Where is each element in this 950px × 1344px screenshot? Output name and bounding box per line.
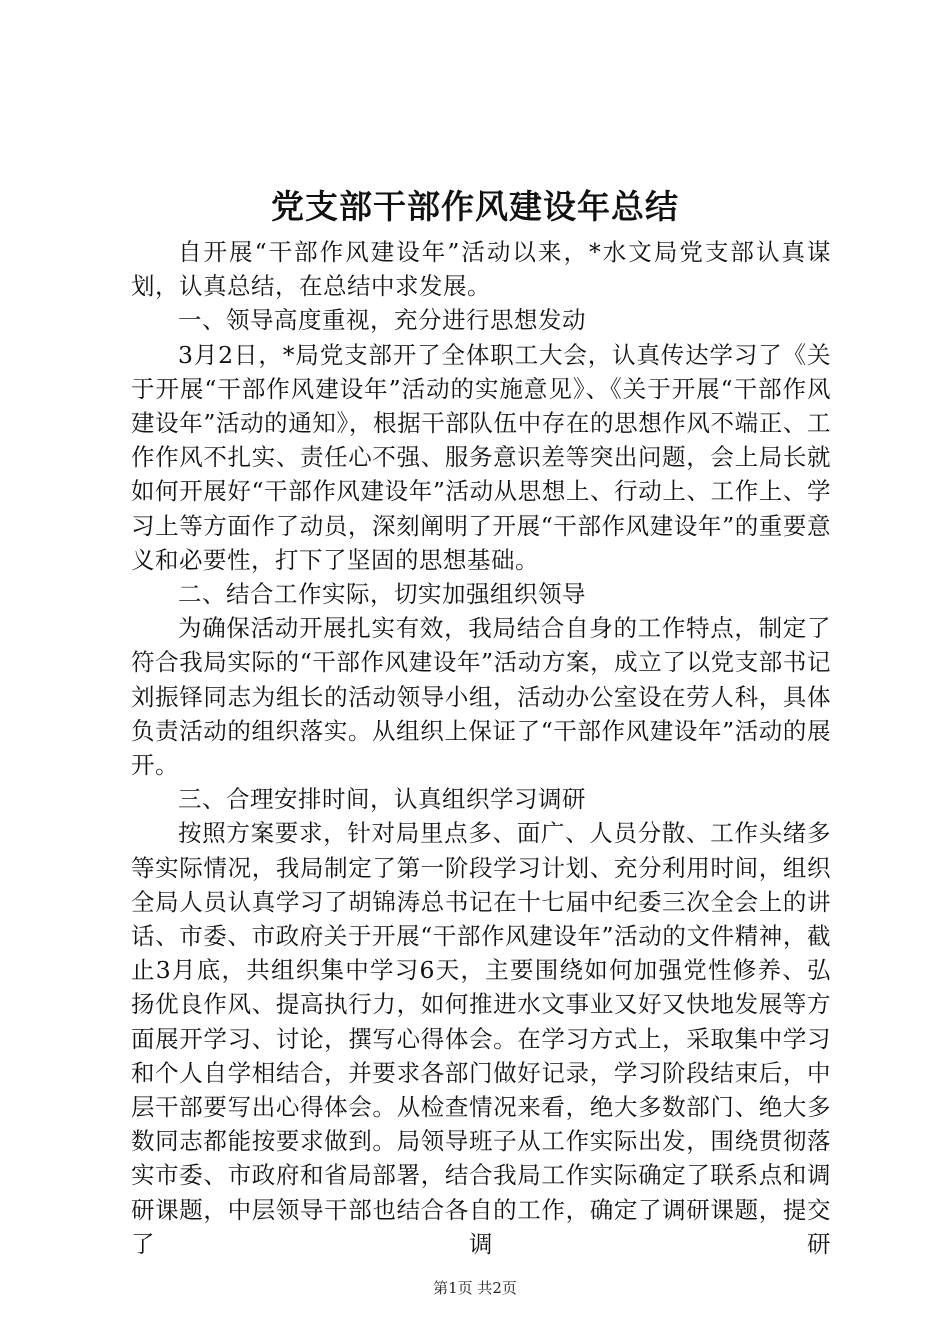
section-heading-2: 二、结合工作实际，切实加强组织领导 [178,580,586,609]
document-body [131,235,831,1261]
section-heading-3: 三、合理安排时间，认真组织学习调研 [178,785,586,814]
section-3-paragraph: 按照方案要求，针对局里点多、面广、人员分散、工作头绪多等实际情况，我局制定了第一阶段学习计划、充分利用时间，组织全局人员认真学习了胡锦涛总书记在十七届中纪委三次全会上的讲话、市委、市政府关于开展“干部作风建设年”活动的文件精神，截止3月底，共组织集中学习6天，主要围绕如何加强党性修养、弘扬优良作风、提高执行力，如何推进水文事业又好又快地发展等方面展开学习、讨论，撰写心得体会。在学习方式上，采取集中学习和个人自学相结合，并要求各部门做好记录，学习阶段结束后，中层干部要写出心得体会。从检查情况来看，绝大多数部门、绝大多数同志都能按要求做到。局领导班子从工作实际出发，围绕贯彻落实市委、市政府和省局部署，结合我局工作实际确定了联系点和调研课题，中层领导干部也结合各自的工作，确定了调研课题，提交了调研 [131,819,831,1258]
page-number-footer: 第1页 共2页 [433,1279,517,1297]
section-1-paragraph: 3月2日，*局党支部开了全体职工大会，认真传达学习了《关于开展“干部作风建设年”活动的实施意见》、《关于开展“干部作风建设年”活动的通知》，根据干部队伍中存在的思想作风不端正、工作作风不扎实、责任心不强、服务意识差等突出问题，会上局长就如何开展好“干部作风建设年”活动从思想上、行动上、工作上、学习上等方面作了动员，深刻阐明了开展“干部作风建设年”的重要意义和必要性，打下了坚固的思想基础。 [131,340,831,574]
intro-paragraph: 自开展“干部作风建设年”活动以来，*水文局党支部认真谋划，认真总结，在总结中求发展。 [131,238,831,301]
section-heading-1: 一、领导高度重视，充分进行思想发动 [178,306,586,335]
section-2-paragraph: 为确保活动开展扎实有效，我局结合自身的工作特点，制定了符合我局实际的“干部作风建设年”活动方案，成立了以党支部书记刘振铎同志为组长的活动领导小组，活动办公室设在劳人科，具体负责活动的组织落实。从组织上保证了“干部作风建设年”活动的展开。 [131,614,831,780]
document-title: 党支部干部作风建设年总结 [271,187,679,226]
